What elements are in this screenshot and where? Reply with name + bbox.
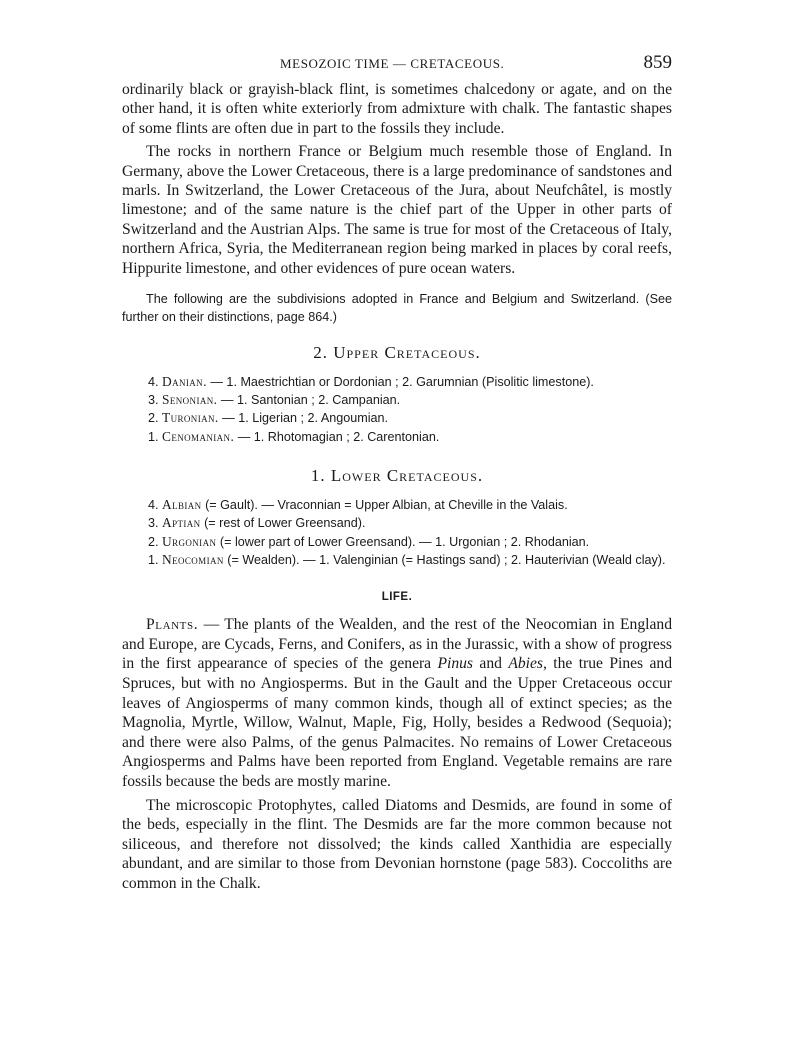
list-item: 4. Danian. — 1. Maestrichtian or Dordonian ; 2. Garumnian (Pisolitic limestone). (148, 373, 594, 389)
life-heading: LIFE. (381, 591, 413, 604)
paragraph-flint: ordinarily black or grayish-black flint, is sometimes chalcedony or agate, and on the other hand, it is often white exteriorly from admixture with chalk. The fantastic shapes of some flints are often due in part to the fossils they include. (122, 81, 672, 137)
upper-cretaceous-list (122, 373, 672, 446)
paragraph-europe: The rocks in northern France or Belgium much resemble those of England. In Germany, above the Lower Cretaceous, there is a large predominance of sandstones and marls. In Switzerland, the Lower Cretaceous of the Jura, about Neufchâtel, is mostly limestone; and of the same nature is the chief part of the Upper in other parts of Switzerland and the Austrian Alps. The same is true for most of the Cretaceous of Italy, northern Africa, Syria, the Mediterranean region being marked in places by coral reefs, Hippurite limestone, and other evidences of pure ocean waters. (122, 143, 672, 277)
section-title: Upper Cretaceous. (333, 342, 481, 362)
lower-cretaceous-heading (122, 466, 672, 486)
paragraph-microscopic: The microscopic Protophytes, called Diatoms and Desmids, are found in some of the beds, especially in the flint. The Desmids are far the more common because not siliceous, and therefore not dissolved; the kinds called Xanthidia are especially abundant, and are similar to those from Devonian hornstone (page 583). Coccoliths are common in the Chalk. (122, 796, 672, 892)
page (122, 52, 672, 894)
list-item: 3. Senonian. — 1. Santonian ; 2. Campanian. (148, 392, 401, 408)
upper-cretaceous-heading (122, 343, 672, 363)
subdivisions-note: The following are the subdivisions adopted in France and Belgium and Switzerland. (See further on their distinctions, page 864.) (122, 292, 672, 325)
genus-pinus: Pinus (437, 655, 474, 673)
list-item: 4. Albian (= Gault). — Vraconnian = Upper Albian, at Cheville in the Valais. (148, 497, 568, 513)
section-title: Lower Cretaceous. (330, 466, 484, 486)
page-header (122, 52, 672, 76)
list-item: 3. Aptian (= rest of Lower Greensand). (148, 515, 366, 531)
paragraph-plants: Plants. — The plants of the Wealden, and the rest of the Neocomian in England and Europe, are Cycads, Ferns, and Conifers, as in the Jurassic, with a show of progress in the first appearance of species of the genera Pinus and Abies, the true Pines and Spruces, but with no Angiosperms. But in the Gault and the Upper Cretaceous occur leaves of Angiosperms of many common kinds, though all of extinct species; as the Magnolia, Myrtle, Willow, Walnut, Maple, Fig, Holly, besides a Redwood (Sequoia); and there were also Palms, of the genus Palmacites. No remains of Lower Cretaceous Angiosperms and Palms have been reported from England. Vegetable remains are rare fossils because the beds are mostly marine. (122, 616, 673, 790)
list-item: 1. Cenomanian. — 1. Rhotomagian ; 2. Carentonian. (148, 428, 440, 444)
genus-abies: Abies (508, 655, 543, 673)
lower-cretaceous-list (122, 496, 672, 569)
running-head: MESOZOIC TIME — CRETACEOUS. (280, 56, 505, 71)
section-number: 1. (310, 466, 326, 486)
section-number: 2. (313, 342, 328, 362)
plants-label: Plants. (146, 616, 199, 634)
list-item: 1. Neocomian (= Wealden). — 1. Valenginian (= Hastings sand) ; 2. Hauterivian (Weald clay). (148, 551, 666, 567)
list-item: 2. Urgonian (= lower part of Lower Greensand). — 1. Urgonian ; 2. Rhodanian. (148, 533, 590, 549)
list-item: 2. Turonian. — 1. Ligerian ; 2. Angoumian. (148, 410, 389, 426)
page-number: 859 (643, 52, 672, 73)
